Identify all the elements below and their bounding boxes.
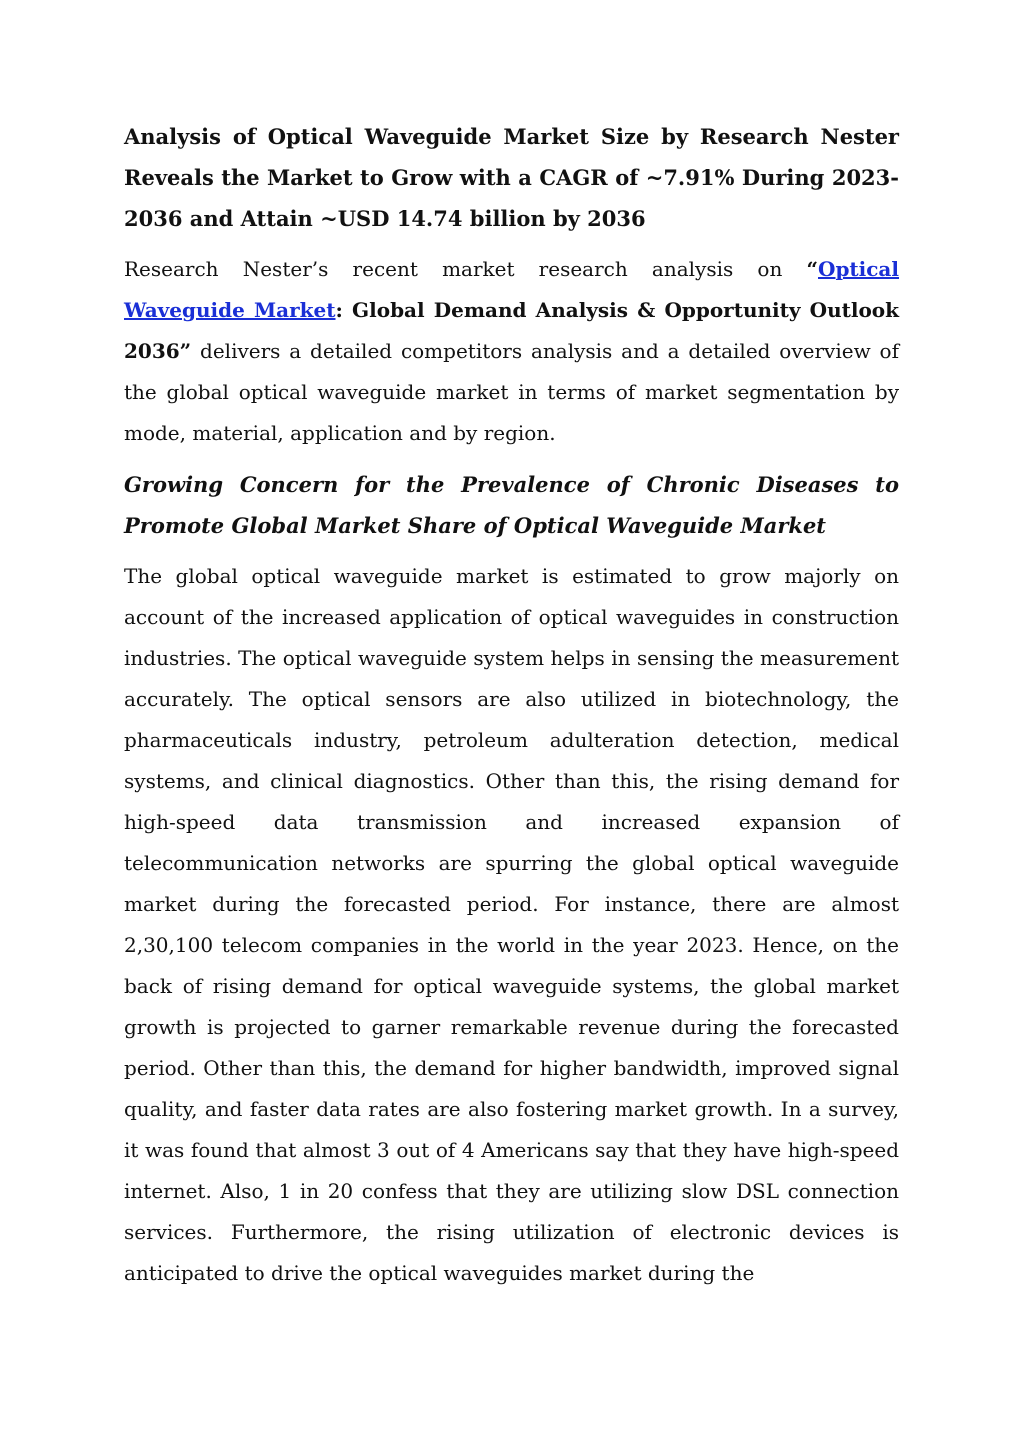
optical-waveguide-market-link[interactable]: Optical Waveguide Market	[124, 257, 899, 322]
body-paragraph: The global optical waveguide market is estimated to grow majorly on account of the increased application of optical waveguides in construction industries. The optical waveguide system helps in sensing the measurement accurately. The optical sensors are also utilized in biotechnology, the pharmaceuticals industry, petroleum adulteration detection, medical systems, and clinical diagnostics. Other than this, the rising demand for high-speed data transmission and increased expansion of telecommunication networks are spurring the global optical waveguide market during the forecasted period. For instance, there are almost 2,30,100 telecom companies in the world in the year 2023. Hence, on the back of rising demand for optical waveguide systems, the global market growth is projected to garner remarkable revenue during the forecasted period. Other than this, the demand for higher bandwidth, improved signal quality, and faster data rates are also fostering market growth. In a survey, it was found that almost 3 out of 4 Americans say that they have high-speed internet. Also, 1 in 20 confess that they are utilizing slow DSL connection services. Furthermore, the rising utilization of electronic devices is anticipated to drive the optical waveguides market during the	[124, 564, 899, 1285]
intro-tail: delivers a detailed competitors analysis and a detailed overview of the global optical waveguide market in terms of market segmentation by mode, material, application and by region.	[124, 339, 899, 445]
intro-report-title: : Global Demand Analysis & Opportunity Outlook 2036”	[124, 298, 899, 363]
section-subheading: Growing Concern for the Prevalence of Chronic Diseases to Promote Global Market Share of Optical Waveguide Market	[124, 472, 899, 538]
intro-open-quote: “	[806, 257, 819, 281]
document-page	[124, 116, 899, 1294]
intro-lead: Research Nester’s recent market research analysis on	[124, 257, 807, 281]
intro-paragraph	[124, 249, 899, 454]
document-title: Analysis of Optical Waveguide Market Size by Research Nester Reveals the Market to Grow with a CAGR of ~7.91% During 2023-2036 and Attain ~USD 14.74 billion by 2036	[124, 124, 899, 231]
